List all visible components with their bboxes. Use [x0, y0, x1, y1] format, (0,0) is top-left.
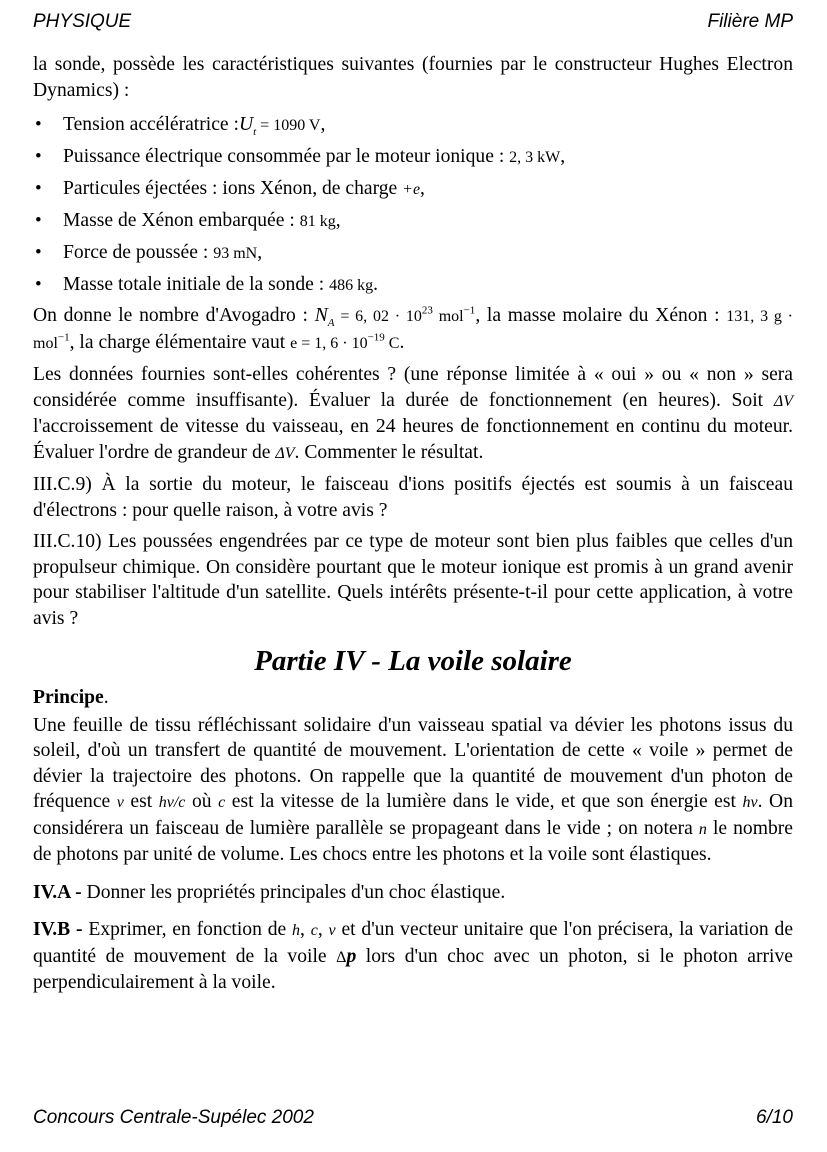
list-item: • Masse totale initiale de la sonde : 486 kg. — [33, 269, 793, 301]
list-item: • Masse de Xénon embarquée : 81 kg, — [33, 205, 793, 237]
part-title: Partie IV - La voile solaire — [254, 645, 572, 677]
page-footer — [33, 1107, 793, 1129]
footer-contest: Concours Centrale-Supélec 2002 — [33, 1107, 314, 1128]
principe-paragraph: Une feuille de tissu réfléchissant solidaire d'un vaisseau spatial va dévier les photons issus du soleil, d'où un transfert de quantité de mouvement. L'orientation de cette « voile » permet de dévier la trajectoire des photons. On rappelle que la quantité de mouvement d'un photon de fréquence ν est hν/c où c est la vitesse de la lumière dans le vide, et que son énergie est hν. On considérera un faisceau de lumière parallèle se propageant dans le vide ; on notera n le nombre de photons par unité de volume. Les chocs entre les photons et la voile sont élastiques. — [33, 714, 793, 865]
question-iva: IV.A - Donner les propriétés principales d'un choc élastique. — [33, 881, 506, 903]
constants-paragraph: On donne le nombre d'Avogadro : $N_A = 6$, $02 \cdot 10^{23}$ mol$^{-1}$, la masse molaire du Xénon : 131, 3 g · mol$^{-1}$, la charge élémentaire vaut e = 1, $6 \cdot 10^{-19}$ C. — [33, 304, 794, 353]
question-ivb: IV.B - Exprimer, en fonction de h, c, ν et d'un vecteur unitaire que l'on précisera, la variation de quantité de mouvement de la voile Δp lors d'un choc avec un photon, si le photon arrive perpendiculairement à la voile. — [33, 919, 794, 993]
question-c9: III.C.9) À la sortie du moteur, le faisceau d'ions positifs éjectés est soumis à un faisceau d'électrons : pour quelle raison, à votre avis ? — [33, 474, 793, 521]
list-item: • Tension accélératrice $:U_t = 1090$ V, — [33, 109, 793, 141]
list-item: • Puissance électrique consommée par le moteur ionique : 2, 3 kW, — [33, 141, 793, 173]
page-header — [33, 11, 793, 33]
probe-characteristics-list — [33, 109, 793, 301]
header-track: Filière MP — [707, 11, 793, 32]
question-c10: III.C.10) Les poussées engendrées par ce type de moteur sont bien plus faibles que celles d'un propulseur chimique. On considère pourtant que le moteur ionique est promis à un grand avenir pour stabiliser l'altitude d'un satellite. Quels intérêts présente-t-il pour cette application, à votre avis ? — [33, 531, 793, 629]
principe-heading: Principe. — [33, 687, 109, 708]
question-paragraph: Les données fournies sont-elles cohérentes ? (une réponse limitée à « oui » ou « non » sera considérée comme insuffisante). Évaluer la durée de fonctionnement (en heures). Soit ΔV l'accroissement de vitesse du vaisseau, en 24 heures de fonctionnement en continu du moteur. Évaluer l'ordre de grandeur de ΔV. Commenter le résultat. — [33, 364, 793, 463]
intro-paragraph: la sonde, possède les caractéristiques suivantes (fournies par le constructeur Hughes Electron Dynamics) : — [33, 54, 793, 101]
list-item: • Particules éjectées : ions Xénon, de charge +e, — [33, 173, 793, 205]
header-subject: PHYSIQUE — [33, 11, 132, 32]
page-body — [33, 52, 793, 1002]
page-number: 6/10 — [756, 1107, 793, 1128]
list-item: • Force de poussée : 93 mN, — [33, 237, 793, 269]
